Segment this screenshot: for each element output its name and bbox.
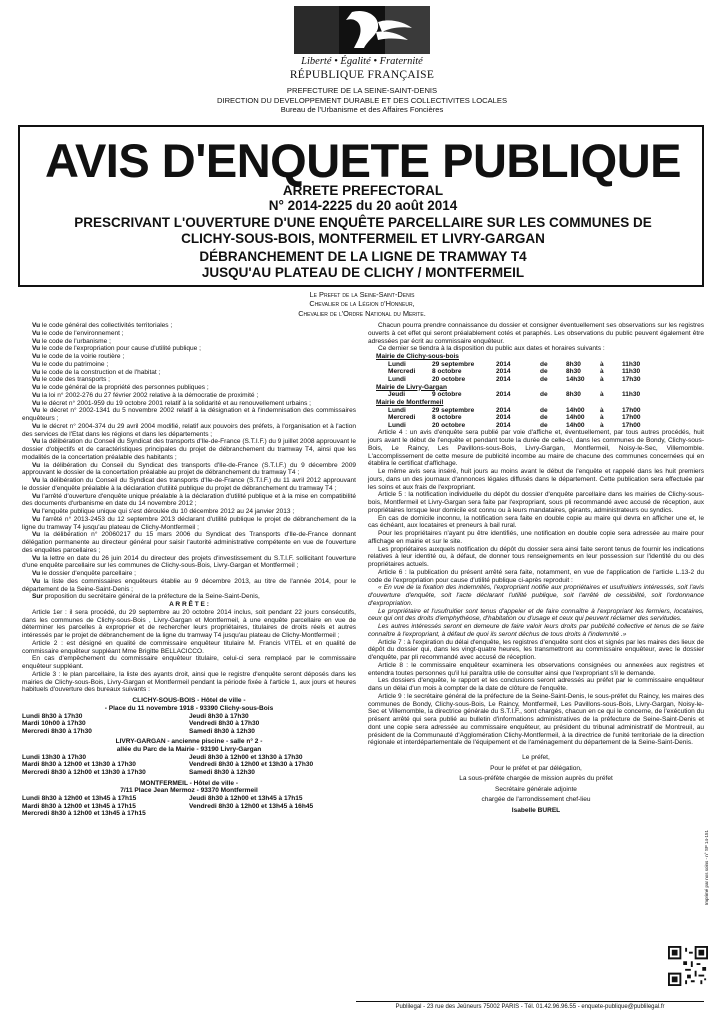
- hours-cell: Samedi 8h30 à 12h30: [189, 768, 255, 776]
- vu-item: [22, 407, 356, 423]
- vu-list: [22, 322, 356, 601]
- permanence-cell: à: [600, 406, 604, 414]
- permanence-row: [384, 414, 652, 422]
- vu-keyword: Vu: [32, 531, 41, 539]
- article-3: Article 3 : le plan parcellaire, la liste des ayants droit, ainsi que le registre d'enquête seront déposés dans les mairies de Clichy-sous-Bois, Livry-Gargan et Montfermeil pendant la période fixée à l'article 1, aux jours et heures habituels d'ouverture des bureaux suivants :: [22, 670, 356, 694]
- main-title: AVIS D'ENQUETE PUBLIQUE: [45, 134, 681, 187]
- permanence-cell: 2014: [496, 375, 511, 383]
- place-block: [22, 697, 356, 735]
- permanence-row: [384, 422, 652, 430]
- vu-text: la délibération du Conseil du Syndicat des transports d'Ile-de-France (S.T.I.F.) du 9 juillet 2008 approuvant le dossier d'objectifs et de caractéristiques principales du projet de débranchement du tramway T4, ainsi que les modalités de la concertation préalable des habitants ;: [22, 438, 356, 461]
- place-address: - Place du 11 novembre 1918 - 93390 Clichy-sous-Bois: [104, 704, 274, 712]
- vu-keyword: Vu: [32, 570, 41, 577]
- vu-keyword: Sur: [32, 593, 43, 601]
- publisher-footer: Publilegal - 23 rue des Jeûneurs 75002 PARIS - Tél. 01.42.96.96.55 - enquete-publique@publilegal.fr: [356, 1001, 704, 1010]
- vu-keyword: Vu: [32, 399, 41, 407]
- right-column: [368, 322, 704, 816]
- permanence-cell: Jeudi: [388, 391, 406, 399]
- hours-row: [22, 713, 356, 721]
- hours-table: [22, 713, 356, 736]
- article-1: Article 1er : il sera procédé, du 29 septembre au 20 octobre 2014 inclus, soit pendant 22 jours consécutifs, dans les communes de Clichy-sous-Bois , Livry-Gargan et Montfermeil, à une enquête parcellaire en vue de déterminer les parcelles à exproprier et de rechercher leurs propriétaires, titulaires de droits réels et autres intéressés par le projet de débranchement de la ligne du tramway T4 jusqu'au plateau de Clichy-Montfermeil ;: [22, 608, 356, 639]
- republic-name: RÉPUBLIQUE FRANÇAISE: [289, 69, 435, 81]
- vu-text: le code du patrimoine ;: [40, 360, 109, 368]
- vu-text: la liste des commissaires enquêteurs établie au 9 décembre 2013, au titre de l'année 2014, pour le département de la Seine-Saint-Denis ;: [22, 577, 356, 593]
- vu-text: le code de l'environnement ;: [40, 329, 124, 337]
- opening-hours: [22, 697, 356, 818]
- vu-item: [22, 578, 356, 594]
- permanence-cell: 2014: [496, 368, 511, 376]
- article-6-quote-2: Le propriétaire et l'usufruitier sont tenus d'appeler et de faire connaître à l'expropriant les fermiers, locataires, ceux qui ont des droits d'emphythéose, d'habitation ou d'usage et ceux qui peuvent réclamer des servitudes.: [368, 607, 704, 623]
- permanences-schedule: [368, 353, 704, 429]
- permanence-cell: 8h30: [566, 360, 581, 368]
- prefecture-name: PREFECTURE DE LA SEINE-SAINT-DENIS: [286, 86, 438, 95]
- vu-keyword: Vu: [32, 360, 41, 368]
- vu-keyword: Vu: [32, 577, 41, 585]
- permanence-cell: à: [600, 414, 604, 422]
- permanence-cell: à: [600, 368, 604, 376]
- permanence-cell: 2014: [496, 391, 511, 399]
- hours-cell: Mardi 8h30 à 12h00 et 13h30 à 17h30: [22, 761, 136, 769]
- vu-keyword: Vu: [32, 554, 41, 562]
- title-box: [18, 125, 704, 287]
- hours-cell: Lundi 13h30 à 17h30: [22, 753, 87, 761]
- permanence-cell: 8h30: [566, 391, 581, 399]
- vu-keyword: Vu: [32, 438, 41, 446]
- vu-keyword: Vu: [32, 376, 41, 384]
- article-2-substitute: En cas d'empêchement du commissaire enquêteur titulaire, celui-ci sera remplacé par le commissaire enquêteur suppléant.: [22, 655, 356, 670]
- permanence-cell: 29 septembre: [432, 360, 475, 368]
- vu-text: l'arrêté n° 2013-2453 du 12 septembre 2013 déclarant d'utilité publique le projet de débranchement de la ligne du tramway T4 jusqu'au plateau de Clichy-Montfermeil ;: [22, 515, 356, 531]
- project-line: DÉBRANCHEMENT DE LA LIGNE DE TRAMWAY T4: [199, 249, 527, 264]
- permanence-cell: 14h30: [566, 375, 585, 383]
- mairie-name: Mairie de Livry-Gargan: [376, 383, 447, 391]
- hours-cell: Vendredi 8h30 à 12h00 et 13h30 à 17h30: [189, 761, 314, 769]
- vu-item: [22, 338, 356, 346]
- vu-keyword: Vu: [32, 368, 41, 376]
- vu-item: [22, 369, 356, 377]
- vu-text: le code des transports ;: [40, 376, 110, 384]
- article-6-quote-3: Les autres intéressés seront en demeure de faire valoir leurs droits par publicité collective et tenus de se faire connaître à l'expropriant, à défaut de quoi ils seront déchus de tous droits à l'indemnité .»: [368, 623, 704, 638]
- vu-item: [22, 353, 356, 361]
- vu-item: [22, 493, 356, 509]
- article-8: Article 8 : le commissaire enquêteur examinera les observations consignées ou annexées aux registres et entendra toutes personnes qu'il lui paraîtra utile de consulter ainsi que l'expropriant s'il le demande.: [368, 661, 704, 677]
- permanence-cell: 14h00: [566, 406, 585, 414]
- observations-intro: Chacun pourra prendre connaissance du dossier et consigner éventuellement ses observations sur les registres ouverts à cet effet qui seront préalablement cotés et paraphés. Les observations du public peuvent également être adressées par écrit au commissaire enquêteur.: [368, 322, 704, 345]
- permanence-cell: 17h00: [622, 421, 641, 429]
- hours-cell: Jeudi 8h30 à 12h00 et 13h30 à 17h30: [189, 753, 303, 761]
- signature-line: La sous-préfète chargée de mission auprès du préfet: [459, 775, 613, 783]
- vu-keyword: Vu: [32, 345, 41, 353]
- vu-keyword: Vu: [32, 337, 41, 345]
- permanence-row: [384, 407, 652, 415]
- permanence-table: [384, 361, 652, 384]
- vu-keyword: Vu: [32, 322, 41, 329]
- article-5: Article 5 : la notification individuelle du dépôt du dossier d'enquête parcellaire dans les mairies de Clichy-sous-bois, Montfermeil et Livry-Gargan sera faite par l'expropriant, sous pli recommandé avec accusé de réception, aux propriétaires lorsque leur domicile est connu ou à leurs mandataires, gérants, administrateurs ou syndics.: [368, 491, 704, 514]
- permanence-cell: 20 octobre: [432, 375, 466, 383]
- vu-keyword: Vu: [32, 407, 41, 415]
- vu-text: la délibération du Conseil du Syndicat des transports d'Ile-de-France (S.T.I.F.) du 11 avril 2012 approuvant le dossier d'enquête préalable à la déclaration d'utilité publique du projet de débranchement du tramway T4 ;: [22, 477, 356, 492]
- permanence-cell: de: [540, 360, 548, 368]
- hours-cell: Mardi 8h30 à 12h00 et 13h45 à 17h15: [22, 802, 136, 810]
- hours-cell: Jeudi 8h30 à 12h00 et 13h45 à 17h15: [189, 795, 303, 803]
- permanence-row: [384, 391, 652, 399]
- arrete-heading: A R R Ê T E :: [169, 601, 209, 608]
- hours-row: [22, 720, 356, 728]
- permanence-cell: 14h00: [566, 421, 585, 429]
- vu-keyword: Vu: [32, 384, 41, 391]
- issuing-office: [0, 86, 724, 115]
- article-7: Article 7 : à l'expiration du délai d'enquête, les registres d'enquête sont clos et signés par les maires des lieux de dépôt du dossier qui, dans les vingt-quatre heures, les transmettront au commissaire enquêteur, avec le dossier d'enquête, par pli recommandé avec accusé de réception.: [368, 638, 704, 662]
- vu-keyword: Vu: [32, 353, 41, 360]
- vu-item: [22, 384, 356, 392]
- hours-row: [22, 754, 356, 762]
- signature-line: chargée de l'arrondissement chef-lieu: [481, 796, 591, 804]
- vu-text: le code général des collectivités territoriales ;: [40, 322, 173, 329]
- vu-text: la lettre en date du 26 juin 2014 du directeur des projets d'investissement du S.T.I.F. sollicitant l'ouverture d'une enquête parcellaire sur les communes de Clichy-sous-Bois, Livry-Gargan et Montfermeil ;: [22, 554, 356, 570]
- vu-keyword: Vu: [32, 515, 41, 523]
- permanence-cell: 9 octobre: [432, 391, 462, 399]
- vu-item: [22, 330, 356, 338]
- permanence-cell: à: [600, 391, 604, 399]
- vu-text: le code de l'urbanisme ;: [40, 337, 111, 345]
- permanence-cell: de: [540, 368, 548, 376]
- permanence-cell: 11h30: [622, 391, 641, 399]
- permanence-cell: Lundi: [388, 421, 406, 429]
- signature-line: Secrétaire générale adjointe: [495, 785, 577, 793]
- vu-keyword: Vu: [32, 422, 41, 430]
- vu-item: [22, 322, 356, 330]
- hours-cell: [189, 810, 356, 818]
- vu-item: [22, 376, 356, 384]
- left-column: [22, 322, 356, 818]
- direction-name: DIRECTION DU DEVELOPPEMENT DURABLE ET DES COLLECTIVITES LOCALES: [216, 95, 508, 105]
- permanence-cell: 2014: [496, 406, 511, 414]
- vu-text: proposition du secrétaire général de la préfecture de la Seine-Saint-Denis,: [42, 593, 260, 601]
- permanence-cell: 2014: [496, 421, 511, 429]
- vu-text: la loi n° 2002-276 du 27 février 2002 relative à la démocratie de proximité ;: [40, 391, 259, 399]
- permanence-cell: 29 septembre: [432, 406, 475, 414]
- permanence-cell: 11h30: [622, 360, 641, 368]
- place-address: 7/11 Place Jean Mermoz - 93370 Montfermeil: [120, 787, 258, 795]
- vu-keyword: Vu: [32, 477, 41, 484]
- place-title: MONTFERMEIL - Hôtel de ville -: [139, 779, 239, 787]
- article-9: Article 9 : le secrétaire général de la préfecture de la Seine-Saint-Denis, le sous-préfet du Raincy, les maires des communes de Bondy, Clichy-sous-Bois, Le Raincy, Montfermeil, Les Pavillons-sous-Bois, Livry-Gargan, Noisy-le-Sec et Villemomble, la directrice générale du S.T.I.F., sont chargés, chacun en ce qui le concerne, de l'exécution du présent arrêté qui sera publié au bulletin d'informations administratives de la préfecture de Seine-Saint-Denis et dont une copie sera adressée au commissaire enquêteur, au président du tribunal administratif de Montreuil, au président de la Communauté d'Agglomération Clichy-Montfermeil, à la directrice de l'unité territoriale de la direction régionale et interdépartementale de l'équipement et de l'aménagement du département de la Seine-Saint-Denis.: [368, 692, 704, 747]
- vu-text: le décret n° 2002-1341 du 5 novembre 2002 relatif à la désignation et à l'indemnisation des commissaires enquêteurs ;: [22, 407, 356, 422]
- print-note: Imprimé par nos soins - n° SP 14-151: [704, 829, 709, 905]
- mairie-name: Mairie de Clichy-sous-bois: [376, 353, 459, 360]
- permanence-cell: Lundi: [388, 406, 406, 414]
- article-5-unknown: En cas de domicile inconnu, la notification sera faite en double copie au maire qui devra en afficher une et, le cas échéant, aux locataires et preneurs à bail rural.: [368, 514, 704, 530]
- vu-item: [22, 555, 356, 571]
- permanence-cell: Mercredi: [388, 414, 416, 422]
- vu-text: le décret n° 2001-959 du 19 octobre 2001 relatif à la solidarité et au renouvellement urbains ;: [40, 399, 311, 407]
- vu-text: le code général de la propriété des personnes publiques ;: [40, 384, 209, 391]
- prefet-honour-1: Chevalier de la Légion d'Honneur,: [309, 299, 415, 309]
- project-line-2: JUSQU'AU PLATEAU DE CLICHY / MONTFERMEIL: [201, 265, 525, 280]
- vu-text: le décret n° 2004-374 du 29 avril 2004 modifié, relatif aux pouvoirs des préfets, à l'organisation et à l'action des services de l'Etat dans les régions et dans les départements ;: [22, 422, 356, 438]
- permanence-row: [384, 361, 652, 369]
- place-title: CLICHY-SOUS-BOIS - Hôtel de ville -: [132, 697, 246, 704]
- mairie-name: Mairie de Montfermeil: [376, 398, 444, 406]
- article-5-owners: Les propriétaires auxquels notification du dépôt du dossier sera ainsi faite seront tenus de fournir les indications relatives à leur identité ou, à défaut, de donner tous renseignements en leur possession sur l'identité du ou des propriétaires actuels.: [368, 545, 704, 569]
- signature-line: Le préfet,: [522, 754, 550, 762]
- qr-code: [668, 946, 708, 986]
- permanence-cell: de: [540, 391, 548, 399]
- permanence-cell: Lundi: [388, 360, 406, 368]
- vu-text: la délibération du Conseil du Syndicat des transports d'Ile-de-France (S.T.I.F.) du 9 décembre 2009 approuvant le dossier de la concertation préalable au projet de débranchement du tramway T4 ;: [22, 461, 356, 477]
- vu-item: [22, 423, 356, 439]
- bureau-name: Bureau de l'Urbanisme et des Affaires Foncières: [280, 105, 444, 115]
- vu-text: l'enquête publique unique qui s'est déroulée du 10 décembre 2012 au 24 janvier 2013 ;: [40, 508, 295, 515]
- arrete-label: ARRETE PREFECTORAL: [282, 183, 444, 198]
- permanence-cell: 20 octobre: [432, 421, 466, 429]
- vu-keyword: Vu: [32, 492, 41, 500]
- vu-text: le code de l'expropriation pour cause d'utilité publique ;: [40, 345, 201, 353]
- vu-item: [22, 508, 356, 516]
- hours-row: [22, 795, 356, 803]
- article-6: Article 6 : la publication du présent arrêté sera faite, notamment, en vue de l'application de l'article L.13-2 du code de l'expropriation pour cause d'utilité publique ci-après reproduit :: [368, 568, 704, 584]
- signature-line: Isabelle BUREL: [511, 806, 561, 814]
- article-4-press: Le même avis sera inséré, huit jours au moins avant le début de l'enquête et rappelé dans les huit premiers jours, dans un des journaux d'annonces légales diffusés dans le département. Cette publication sera effectuée par les soins et aux frais de l'expropriant.: [368, 468, 704, 491]
- hours-table: [22, 795, 356, 818]
- motto: Liberté • Égalité • Fraternité: [301, 56, 423, 67]
- subject-line: PRESCRIVANT L'OUVERTURE D'UNE ENQUÊTE PARCELLAIRE SUR LES COMMUNES DE: [74, 215, 652, 230]
- permanence-cell: de: [540, 406, 548, 414]
- hours-row: [22, 810, 356, 818]
- hours-table: [22, 754, 356, 777]
- prefet-honour-2: Chevalier de l'Ordre National du Merite.: [298, 308, 426, 318]
- vu-keyword: Vu: [32, 329, 41, 337]
- vu-item: [22, 345, 356, 353]
- hours-cell: Jeudi 8h30 à 17h30: [189, 712, 249, 720]
- vu-text: la délibération n° 20060217 du 15 mars 2006 du Syndicat des Transports d'Ile-de-France donnant délégation permanente au directeur général pour saisir l'autorité administrative compétente en vue de l'ouverture des enquêtes parcellaires ;: [22, 531, 356, 554]
- hours-row: [22, 761, 356, 769]
- article-5-unidentified: Pour les propriétaires n'ayant pu être identifiés, une notification en double copie sera adressée au maire pour affichage en mairie et sur le site.: [368, 530, 704, 545]
- vu-keyword: Vu: [32, 391, 41, 399]
- vu-text: le code de la voirie routière ;: [40, 353, 125, 360]
- permanence-cell: à: [600, 375, 604, 383]
- vu-keyword: Vu: [32, 508, 41, 515]
- place-address: allée du Parc de la Mairie - 93190 Livry-Gargan: [116, 746, 262, 754]
- permanence-row: [384, 368, 652, 376]
- permanence-cell: 8 octobre: [432, 414, 462, 422]
- permanence-table: [384, 407, 652, 430]
- article-2: Article 2 : est désigné en qualité de commissaire enquêteur titulaire M. Francis VITEL et en qualité de commissaire enquêteur suppléant Mme Brigitte BELLACICCO.: [22, 639, 356, 655]
- prefet-block: [0, 290, 724, 318]
- permanence-cell: 17h00: [622, 406, 641, 414]
- vu-item: [22, 438, 356, 461]
- communes-line: CLICHY-SOUS-BOIS, MONTFERMEIL ET LIVRY-GARGAN: [181, 231, 545, 246]
- vu-item: [22, 570, 356, 578]
- permanence-row: [384, 376, 652, 384]
- permanence-table: [384, 391, 652, 399]
- hours-row: [22, 728, 356, 736]
- signature-line: Pour le préfet et par délégation,: [490, 764, 582, 772]
- place-block: [22, 780, 356, 818]
- place-title: LIVRY-GARGAN - ancienne piscine - salle n° 2 -: [115, 738, 263, 746]
- hours-cell: Vendredi 8h30 à 12h00 et 13h45 à 16h45: [189, 802, 314, 810]
- hours-cell: Samedi 8h30 à 12h30: [189, 727, 255, 735]
- permanence-cell: 14h00: [566, 414, 585, 422]
- vu-item: [22, 392, 356, 400]
- permanence-cell: Mercredi: [388, 368, 416, 376]
- article-4: Article 4 : un avis d'enquête sera publié par voie d'affiche et, éventuellement, par tous autres procédés, huit jours avant le début de l'enquête et pendant toute la durée de celle-ci, dans les communes de Bondy, Clichy-sous-Bois, Le Raincy, Les Pavillons-sous-Bois, Livry-Gargan, Montfermeil, Noisy-le-Sec, Villemomble. L'accomplissement de cette mesure de publicité incombe au maire de chacune des communes concernées qui en établira le certificat d'affichage.: [368, 429, 704, 468]
- vu-item: [22, 593, 356, 601]
- permanence-cell: 17h30: [622, 375, 641, 383]
- permanence-cell: 8 octobre: [432, 368, 462, 376]
- permanence-cell: de: [540, 375, 548, 383]
- arrete-number: N° 2014-2225 du 20 août 2014: [268, 198, 458, 213]
- hours-cell: Lundi 8h30 à 17h30: [22, 712, 83, 720]
- vu-text: le code de la construction et de l'habitat ;: [40, 368, 161, 376]
- vu-text: l'arrêté d'ouverture d'enquête unique préalable à la déclaration d'utilité publique et à la mise en compatibilité des documents d'urbanisme en date du 14 novembre 2012 ;: [22, 492, 356, 508]
- vu-item: [22, 516, 356, 532]
- article-6-quote-1: « En vue de la fixation des indemnités, l'expropriant notifie aux propriétaires et usufruitiers intéressés, soit l'avis d'ouverture d'enquête, soit l'acte déclarant l'utilité publique, soit l'arrêté de cessibilité, soit l'ordonnance d'expropriation.: [368, 584, 704, 607]
- permanences-intro: Ce dernier se tiendra à la disposition du public aux dates et horaires suivants :: [378, 345, 605, 353]
- hours-cell: Mercredi 8h30 à 12h00 et 13h45 à 17h15: [22, 810, 146, 818]
- signature-block: [368, 753, 704, 816]
- prefet-title: Le Prefet de la Seine-Saint-Denis: [309, 290, 415, 299]
- vu-item: [22, 531, 356, 554]
- permanence-cell: 8h30: [566, 368, 581, 376]
- permanence-cell: à: [600, 360, 604, 368]
- hours-cell: Mercredi 8h30 à 12h00 et 13h30 à 17h30: [22, 768, 146, 776]
- hours-cell: Mardi 10h00 à 17h30: [22, 720, 86, 728]
- hours-cell: Mercredi 8h30 à 17h30: [22, 727, 92, 735]
- hours-cell: Vendredi 8h30 à 17h30: [189, 720, 260, 728]
- hours-row: [22, 803, 356, 811]
- hours-row: [22, 769, 356, 777]
- vu-item: [22, 361, 356, 369]
- vu-text: le dossier d'enquête parcellaire ;: [40, 570, 136, 577]
- place-block: [22, 738, 356, 776]
- hours-cell: Lundi 8h30 à 12h00 et 13h45 à 17h15: [22, 795, 137, 803]
- vu-keyword: Vu: [32, 461, 41, 469]
- permanence-cell: 17h00: [622, 414, 641, 422]
- vu-item: [22, 462, 356, 478]
- permanence-cell: à: [600, 421, 604, 429]
- permanence-cell: 2014: [496, 360, 511, 368]
- vu-item: [22, 477, 356, 493]
- article-8-report: Les dossiers d'enquête, le rapport et les conclusions seront adressés au préfet par le commissaire enquêteur dans un délai d'un mois à compter de la date de clôture de l'enquête.: [368, 677, 704, 693]
- permanence-cell: de: [540, 414, 548, 422]
- permanence-cell: 2014: [496, 414, 511, 422]
- permanence-cell: 11h30: [622, 368, 641, 376]
- permanence-cell: Lundi: [388, 375, 406, 383]
- permanence-cell: de: [540, 421, 548, 429]
